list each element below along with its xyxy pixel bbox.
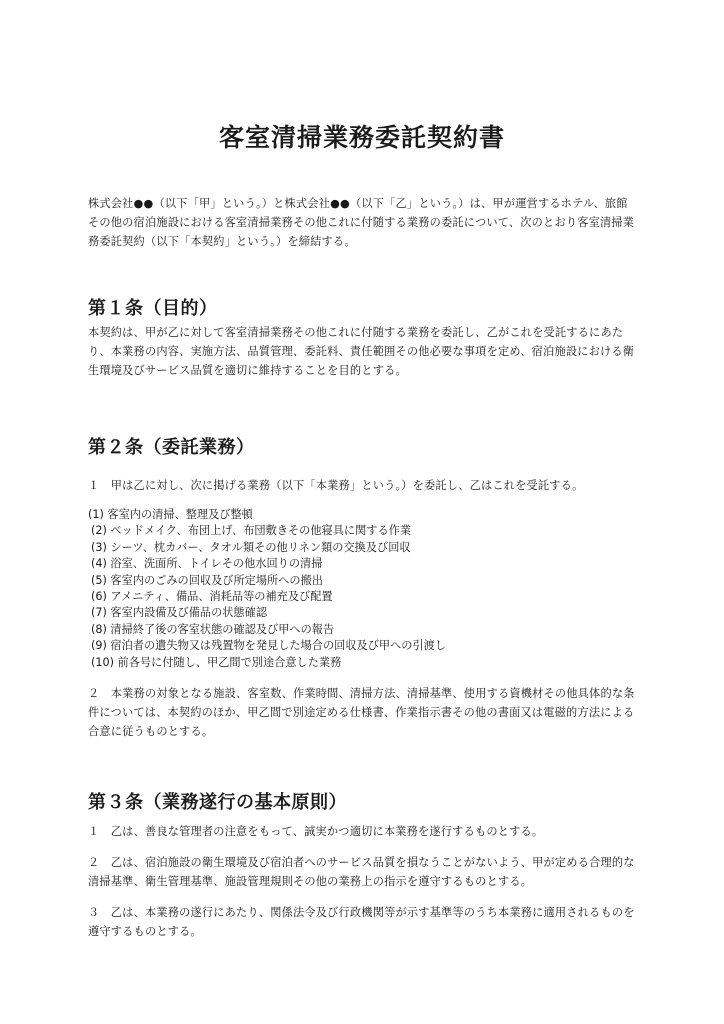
article-3-paragraph-2: ２ 乙は、宿泊施設の衛生環境及び宿泊者へのサービス品質を損なうことがないよう、甲が定める合理的な清掃基準、衛生管理基準、施設管理規則その他の業務上の指示を遵守するものとする。 <box>88 856 635 888</box>
article-1-body: 本契約は、甲が乙に対して客室清掃業務その他これに付随する業務を委託し、乙がこれを受託するにあたり、本業務の内容、実施方法、品質管理、委託料、責任範囲その他必要な事項を定め、宿泊施設における衛生環境及びサービス品質を適切に維持することを目的とする。 <box>88 326 635 377</box>
list-item: (8) 清掃終了後の客室状態の確認及び甲への報告 <box>91 622 335 636</box>
preamble-paragraph: 株式会社●●（以下「甲」という。）と株式会社●●（以下「乙」という。）は、甲が運営するホテル、旅館その他の宿泊施設における客室清掃業務その他これに付随する業務の委託について、次のとおり客室清掃業務委託契約（以下「本契約」という。）を締結する。 <box>88 197 635 248</box>
article-2-heading: 第２条（委託業務） <box>88 437 255 458</box>
list-item: (10) 前各号に付随し、甲乙間で別途合意した業務 <box>91 655 342 669</box>
list-item: (7) 客室内設備及び備品の状態確認 <box>91 606 268 620</box>
list-item: (1) 客室内の清掃、整理及び整頓 <box>88 508 253 521</box>
article-3-paragraph-3: ３ 乙は、本業務の遂行にあたり、関係法令及び行政機関等が示す基準等のうち本業務に適用されるものを遵守するものとする。 <box>88 906 635 938</box>
article-2-paragraph-1: １ 甲は乙に対し、次に掲げる業務（以下「本業務」という。）を委託し、乙はこれを受託する。 <box>88 479 584 492</box>
article-2-item-list <box>88 507 636 671</box>
list-item: (5) 客室内のごみの回収及び所定場所への搬出 <box>91 573 323 587</box>
article-1-heading: 第１条（目的） <box>88 298 218 319</box>
document-title: 客室清掃業務委託契約書 <box>218 123 505 152</box>
list-item: (4) 浴室、洗面所、トイレその他水回りの清掃 <box>91 557 323 571</box>
list-item: (9) 宿泊者の遺失物又は残置物を発見した場合の回収及び甲への引渡し <box>91 639 447 653</box>
article-3-paragraph-1: １ 乙は、善良な管理者の注意をもって、誠実かつ適切に本業務を遂行するものとする。 <box>88 825 544 838</box>
article-2-paragraph-2: ２ 本業務の対象となる施設、客室数、作業時間、清掃方法、清掃基準、使用する資機材その他具体的な条件については、本契約のほか、甲乙間で別途定める仕様書、作業指示書その他の書面又は電磁的方法による合意に従うものとする。 <box>88 687 635 738</box>
list-item: (6) アメニティ、備品、消耗品等の補充及び配置 <box>91 590 333 604</box>
article-3-heading: 第３条（業務遂行の基本原則） <box>88 792 347 813</box>
list-item: (2) ベッドメイク、布団上げ、布団敷きその他寝具に関する作業 <box>91 524 412 538</box>
list-item: (3) シーツ、枕カバー、タオル類その他リネン類の交換及び回収 <box>91 540 411 554</box>
